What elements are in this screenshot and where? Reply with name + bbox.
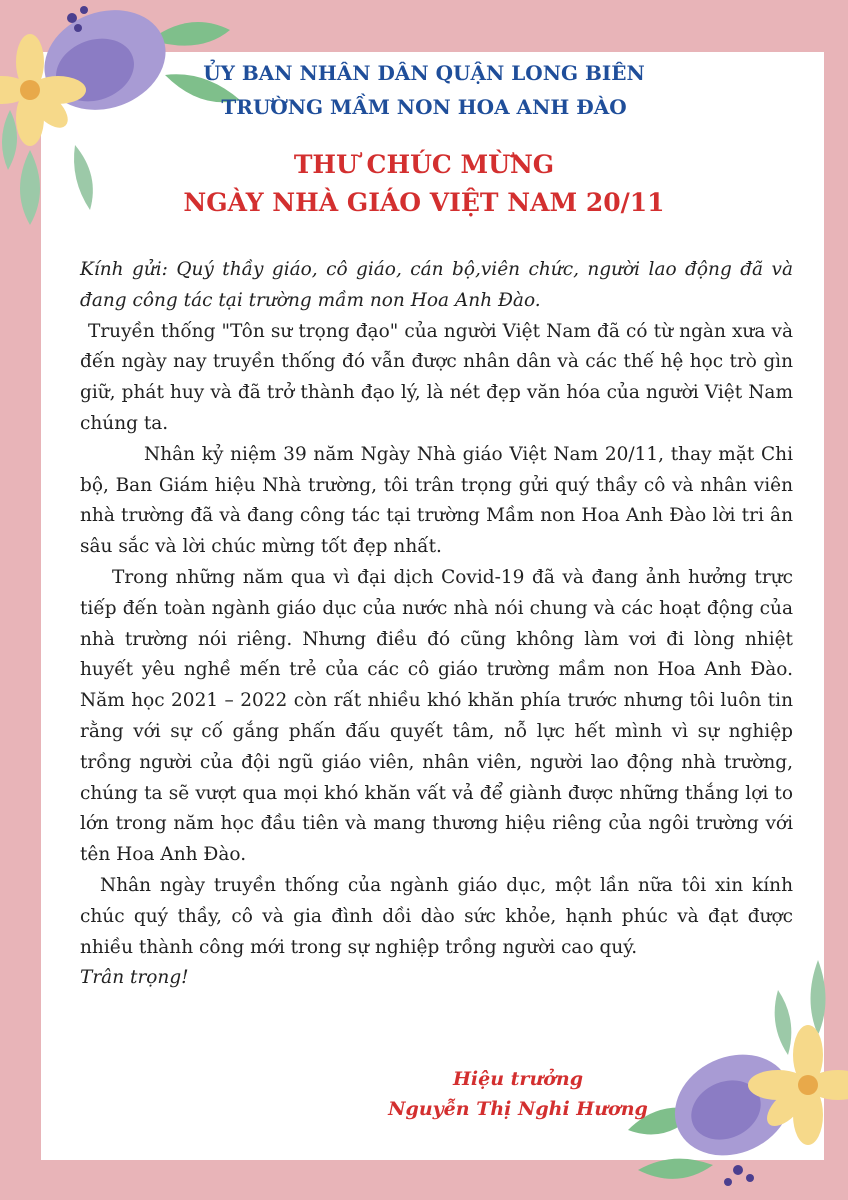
- salutation: Kính gửi: Quý thầy giáo, cô giáo, cán bộ,viên chức, người lao động đã và đang công tác tại trường mầm non Hoa Anh Đào.: [80, 259, 793, 311]
- letter-body: [80, 255, 793, 994]
- letter-subtitle: NGÀY NHÀ GIÁO VIỆT NAM 20/11: [183, 188, 665, 217]
- signature-name: Nguyễn Thị Nghi Hương: [388, 1098, 648, 1120]
- letter-title: THƯ CHÚC MỪNG: [293, 150, 555, 179]
- paragraph: Trong những năm qua vì đại dịch Covid-19 đã và đang ảnh hưởng trực tiếp đến toàn ngành giáo dục của nước nhà nói chung và các hoạt động của nhà trường nói riêng. Nhưng điều đó cũng không làm vơi đi lòng nhiệt huyết yêu nghề mến trẻ của các cô giáo trường mầm non Hoa Anh Đào. Năm học 2021 – 2022 còn rất nhiều khó khăn phía trước nhưng tôi luôn tin rằng với sự cố gắng phấn đấu quyết tâm, nỗ lực hết mình vì sự nghiệp trồng người của đội ngũ giáo viên, nhân viên, người lao động nhà trường, chúng ta sẽ vượt qua mọi khó khăn vất vả để giành được những thắng lợi to lớn trong năm học đầu tiên và mang thương hiệu riêng của ngôi trường với tên Hoa Anh Đào.: [80, 566, 793, 866]
- berries: [724, 1165, 754, 1186]
- closing: Trân trọng!: [80, 967, 189, 989]
- org-name: ỦY BAN NHÂN DÂN QUẬN LONG BIÊN: [203, 61, 645, 85]
- signature-position: Hiệu trưởng: [452, 1068, 584, 1090]
- paragraph: Truyền thống "Tôn sư trọng đạo" của người Việt Nam đã có từ ngàn xưa và đến ngày nay truyền thống đó vẫn được nhân dân và các thế hệ học trò gìn giữ, phát huy và đã trở thành đạo lý, là nét đẹp văn hóa của người Việt Nam chúng ta.: [80, 320, 793, 434]
- school-name: TRƯỜNG MẦM NON HOA ANH ĐÀO: [221, 95, 627, 119]
- paragraph: Nhân kỷ niệm 39 năm Ngày Nhà giáo Việt Nam 20/11, thay mặt Chi bộ, Ban Giám hiệu Nhà trường, tôi trân trọng gửi quý thầy cô và nhân viên nhà trường đã và đang công tác tại trường Mầm non Hoa Anh Đào lời tri ân sâu sắc và lời chúc mừng tốt đẹp nhất.: [80, 443, 793, 558]
- paragraph: Nhân ngày truyền thống của ngành giáo dục, một lần nữa tôi xin kính chúc quý thầy, cô và gia đình dồi dào sức khỏe, hạnh phúc và đạt được nhiều thành công mới trong sự nghiệp trồng người cao quý.: [80, 874, 793, 958]
